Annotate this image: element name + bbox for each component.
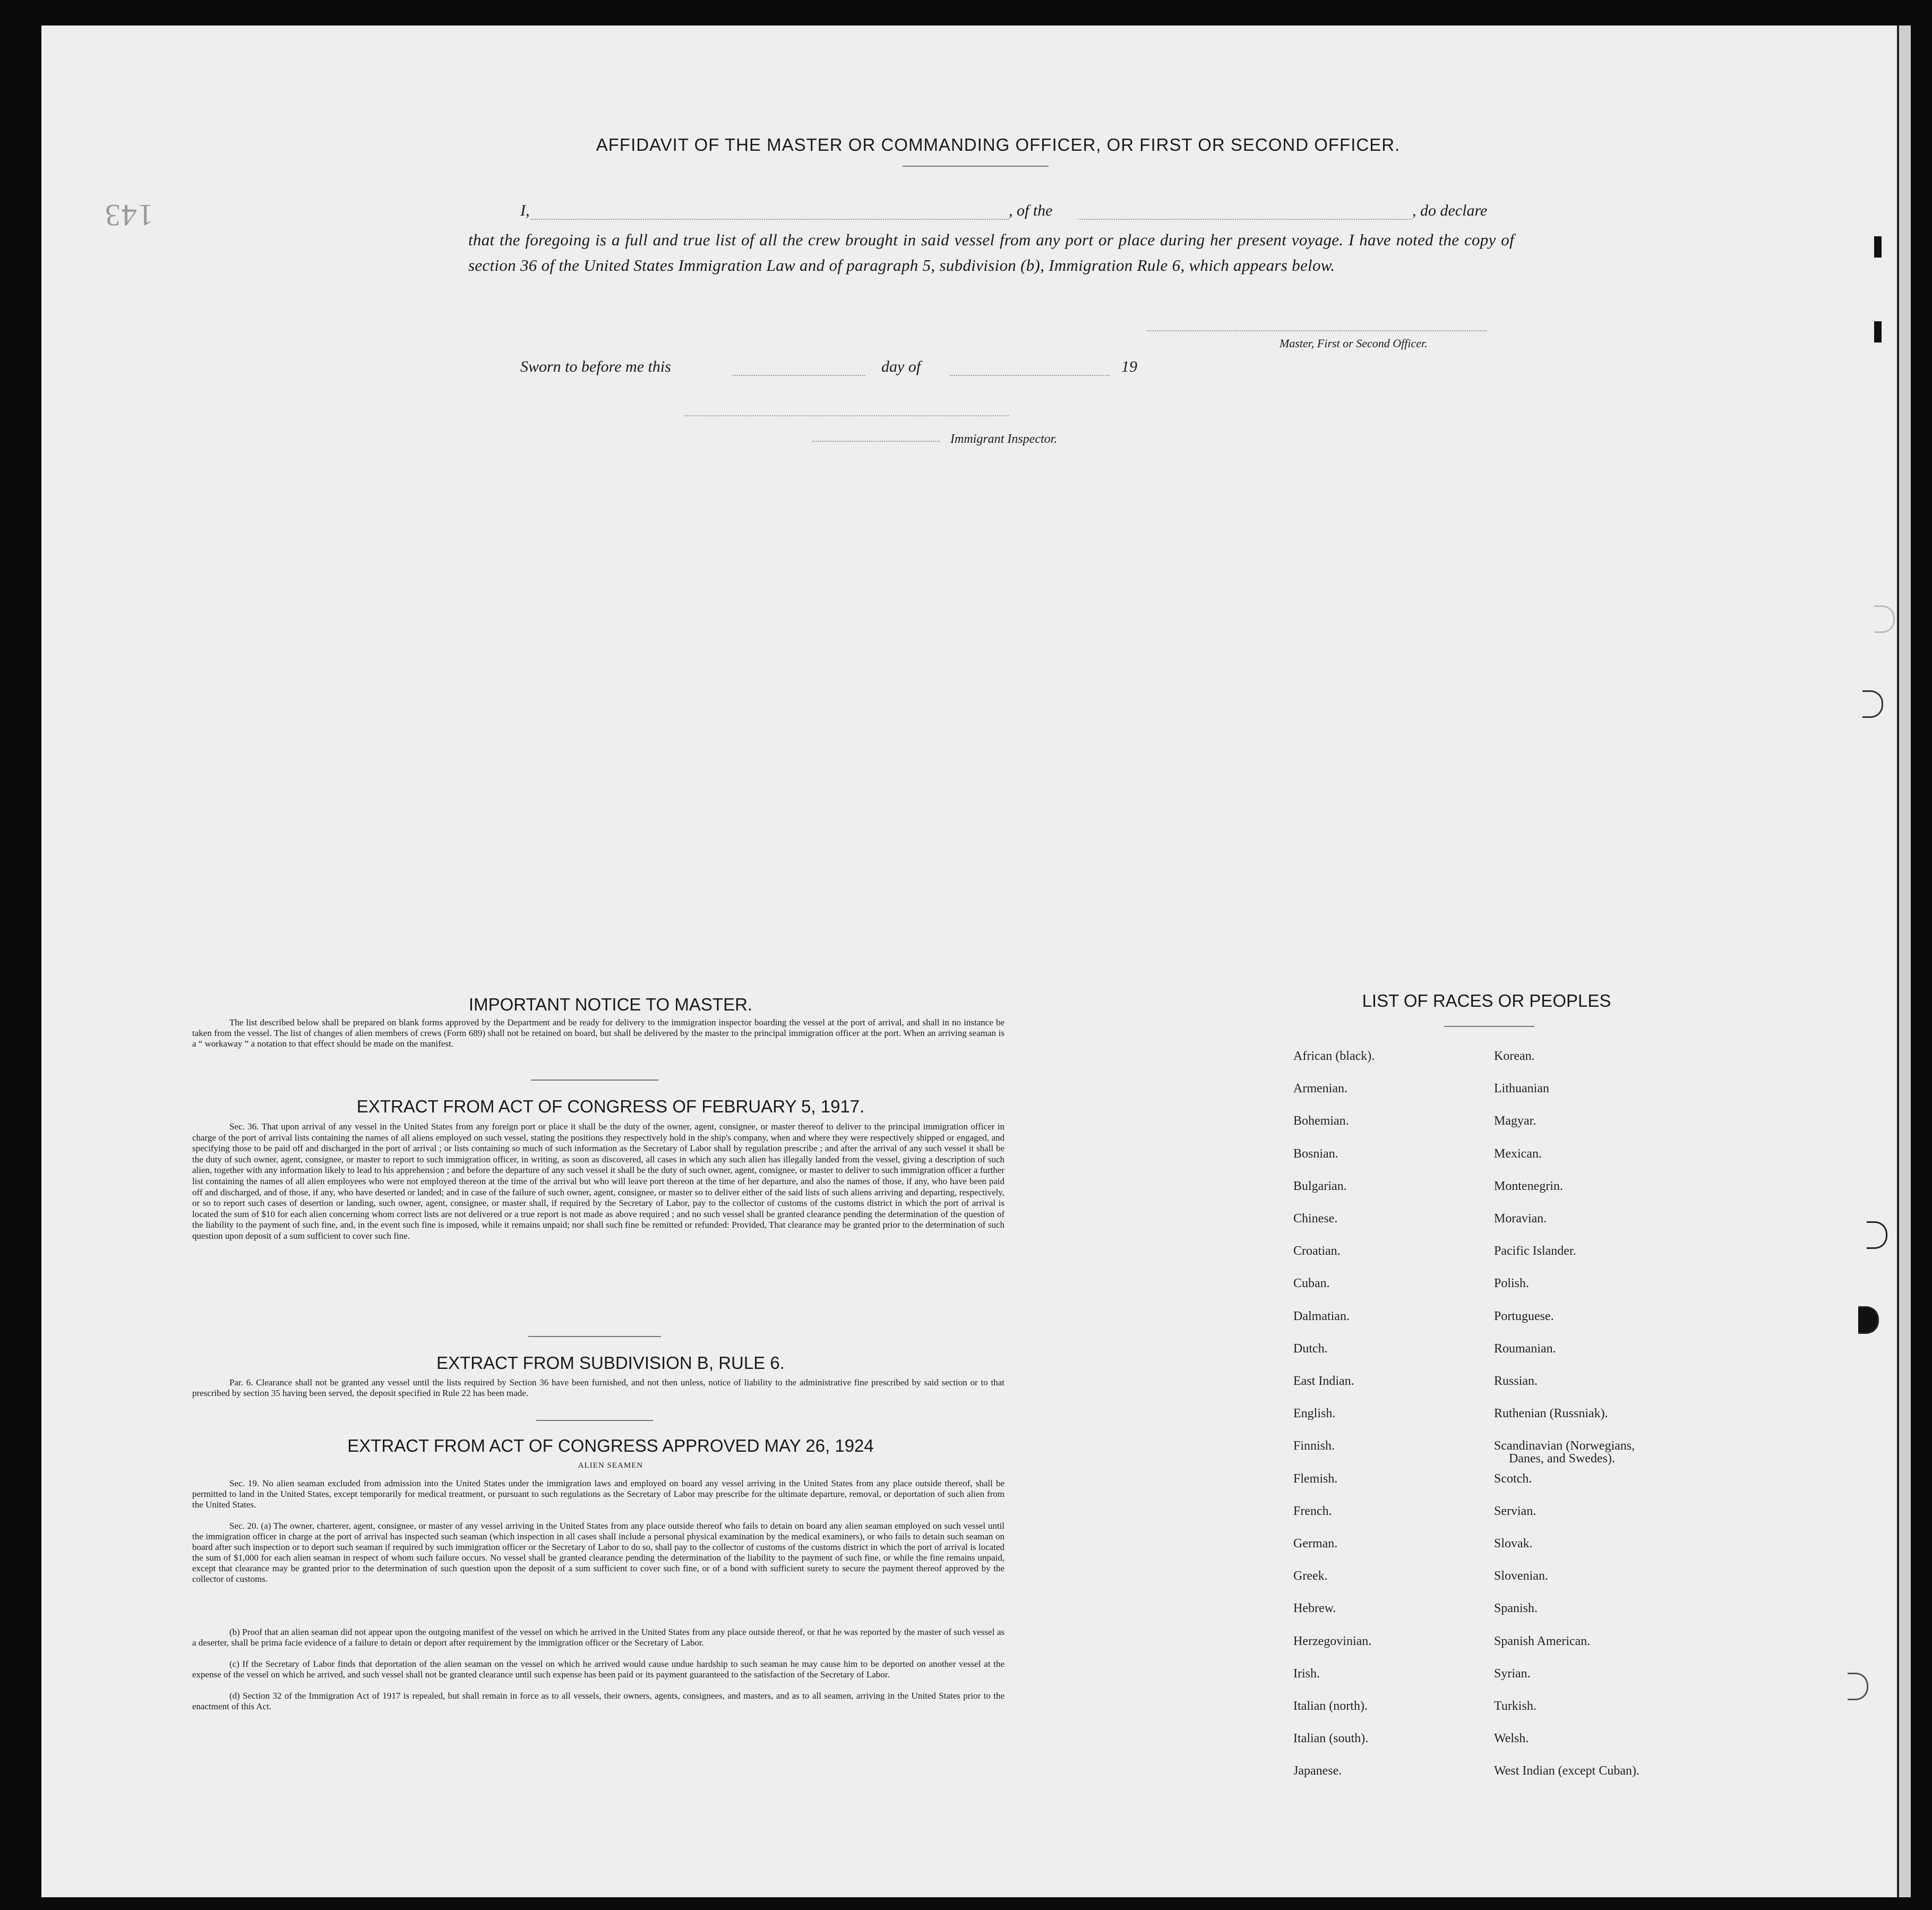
sworn-month-line[interactable] (950, 375, 1110, 376)
affidavit-title: AFFIDAVIT OF THE MASTER OR COMMANDING OFFICER, OR FIRST OR SECOND OFFICER. (596, 135, 1401, 155)
page-edge (1897, 25, 1911, 1897)
master-signature-line[interactable] (1147, 330, 1487, 331)
divider-rule (528, 1336, 661, 1337)
inspector-signature-line[interactable] (812, 441, 940, 442)
master-signature-label: Master, First or Second Officer. (1280, 337, 1428, 350)
race-left-item: Finnish. (1293, 1439, 1335, 1453)
margin-note: 143 (104, 198, 153, 233)
do-declare-label: , do declare (1412, 202, 1488, 219)
inspector-label: Immigrant Inspector. (950, 432, 1058, 446)
declaration-text: that the foregoing is a full and true list of all the crew brought in said vessel from any port or place during her present voyage. I have noted the copy of section 36 of the United States Immigration Law and of paragraph 5, subdivision (b), Immigration Rule 6, which appears below. (468, 230, 1514, 275)
race-right-item: Lithuanian (1494, 1082, 1549, 1095)
race-right-item: Slovenian. (1494, 1569, 1548, 1583)
race-left-item: Hebrew. (1293, 1601, 1336, 1615)
race-left-item: Croatian. (1293, 1244, 1341, 1258)
extract-rule6-title: EXTRACT FROM SUBDIVISION B, RULE 6. (436, 1353, 785, 1373)
race-right-item: Magyar. (1494, 1114, 1536, 1128)
race-right-item: Polish. (1494, 1277, 1530, 1290)
race-left-item: Bosnian. (1293, 1147, 1338, 1161)
extract-1924-sec20d: (d) Section 32 of the Immigration Act of 1917 is repealed, but shall remain in force as to all vessels, their owners, agents, consignees, and masters, and as to all seamen, arriving in the United States prior to the enactment of this Act. (192, 1691, 1004, 1711)
race-left-item: East Indian. (1293, 1374, 1354, 1388)
race-left-item: Chinese. (1293, 1212, 1338, 1226)
extract-1924-sec20b: (b) Proof that an alien seaman did not appear upon the outgoing manifest of the vessel on which he arrived in the United States from any place outside thereof, or that he was reported by the master of such vessel as a deserter, shall be prima facie evidence of a failure to detain or deport after requirement by the immigration officer or the Secretary of Labor. (192, 1627, 1004, 1648)
binder-mark (1874, 321, 1882, 342)
race-right-continuation: Danes, and Swedes). (1509, 1452, 1615, 1466)
vessel-line[interactable] (1078, 219, 1412, 220)
race-right-item: Moravian. (1494, 1212, 1547, 1226)
race-right-item: Welsh. (1494, 1732, 1529, 1745)
races-title-rule (1444, 1026, 1534, 1027)
extract-1924-sec20c: (c) If the Secretary of Labor finds that deportation of the alien seaman on the vessel on which he arrived would cause undue hardship to such seaman he may cause him to be deported on another vessel at the expense of the vessel on which he arrived, and such vessel shall not be granted clearance until such expense has been paid or its payment guaranteed to the satisfaction of the Secretary of Labor. (192, 1659, 1004, 1680)
race-left-item: Irish. (1293, 1667, 1320, 1681)
document-page (41, 25, 1897, 1897)
race-left-item: African (black). (1293, 1049, 1375, 1063)
race-left-item: Cuban. (1293, 1277, 1330, 1290)
year-prefix: 19 (1121, 358, 1137, 375)
race-left-item: Japanese. (1293, 1764, 1342, 1778)
race-right-item: West Indian (except Cuban). (1494, 1764, 1639, 1778)
notice-text: The list described below shall be prepared on blank forms approved by the Department and be ready for delivery to the immigration inspector boarding the vessel at the port of arrival, and shall in no instance be taken from the vessel. The list of changes of alien members of crews (Form 689) shall not be retained on board, but shall be delivered by the master to the principal immigration officer at the port. When an arriving seaman is a “ workaway ” a notation to that effect should be made on the manifest. (192, 1017, 1004, 1049)
race-right-item: Spanish American. (1494, 1634, 1591, 1648)
race-left-item: Herzegovinian. (1293, 1634, 1372, 1648)
race-left-item: English. (1293, 1407, 1336, 1420)
extract-1924-sec19: Sec. 19. No alien seaman excluded from admission into the United States under the immigration laws and employed on board any vessel arriving in the United States from any place outside thereof, shall be permitted to land in the United States, except temporarily for medical treatment, or pursuant to such regulations as the Secretary of Labor may prescribe for the ultimate departure, removal, or deportation of such alien from the United States. (192, 1478, 1004, 1510)
race-left-item: Dutch. (1293, 1342, 1328, 1356)
race-right-item: Slovak. (1494, 1537, 1533, 1551)
race-right-item: Turkish. (1494, 1699, 1536, 1713)
inspector-line[interactable] (685, 415, 1009, 416)
races-title: LIST OF RACES OR PEOPLES (1362, 991, 1611, 1010)
notice-title: IMPORTANT NOTICE TO MASTER. (468, 995, 753, 1014)
race-left-item: Italian (north). (1293, 1699, 1368, 1713)
divider-rule (536, 1420, 653, 1421)
of-the-label: , of the (1009, 202, 1053, 219)
extract-1924-title: EXTRACT FROM ACT OF CONGRESS APPROVED MAY 26, 1924 (347, 1436, 874, 1455)
name-line[interactable] (531, 219, 1009, 220)
i-label: I, (520, 202, 530, 219)
race-left-item: Armenian. (1293, 1082, 1347, 1095)
title-rule (903, 166, 1049, 167)
sworn-day-line[interactable] (733, 375, 865, 376)
extract-1917-text: Sec. 36. That upon arrival of any vessel in the United States from any foreign port or place it shall be the duty of the owner, agent, consignee, or master thereof to deliver to the principal immigration officer in charge of the port of arrival lists containing the names of all aliens employed on such vessel, stating the positions they respectively hold in the ship's company, when and where they were respectively shipped or engaged, and specifying those to be paid off and discharged in the port of arrival ; or lists containing so much of such information as the Secretary of Labor shall by regulation prescribe ; and after the arrival of any such vessel it shall be the duty of such owner, agent, consignee, or master to report to such immigration officer, in writing, as soon as discovered, all cases in which any such alien has illegally landed from the vessel, giving a description of such alien, together with any information likely to lead to his apprehension ; and before the departure of any such vessel it shall be the duty of such owner, agent, consignee, or master to deliver to such immigration officer a further list containing the names of all alien employees who were not employed thereon at the time of the arrival but who will leave port thereon at the time of her departure, and also the names of those, if any, who have been paid off and discharged, and of those, if any, who have deserted or landed; and in case of the failure of such owner, agent, consignee, or master so to deliver either of the said lists of such aliens arriving and departing, respectively, or so to report such cases of desertion or landing, such owner, agent, consignee, or master shall, if required by the Secretary of Labor, pay to the collector of customs of the customs district in which the port of arrival is located the sum of $10 for each alien concerning whom correct lists are not delivered or a true report is not made as above required ; and no such vessel shall be granted clearance pending the determination of the question of the liability to the payment of such fine, and, in the event such fine is imposed, while it remains unpaid; nor shall such fine be remitted or refunded: Provided, That clearance may be granted prior to the determination of such question upon deposit of a sum sufficient to cover such fine. (192, 1121, 1004, 1241)
race-right-item: Mexican. (1494, 1147, 1542, 1161)
day-of-label: day of (881, 358, 921, 375)
sworn-label: Sworn to before me this (520, 358, 671, 375)
race-right-item: Portuguese. (1494, 1309, 1554, 1323)
race-right-item: Spanish. (1494, 1601, 1538, 1615)
race-right-item: Scandinavian (Norwegians, (1494, 1439, 1635, 1453)
race-left-item: Greek. (1293, 1569, 1328, 1583)
race-left-item: French. (1293, 1504, 1332, 1518)
extract-1924-sec20a: Sec. 20. (a) The owner, charterer, agent, consignee, or master of any vessel arriving in the United States from any place outside thereof who fails to detain on board any alien seaman employed on such vessel until the immigration officer in charge at the port of arrival has inspected such seaman (which inspection in all cases shall include a personal physical examination by the medical examiners), or who fails to detain such seaman on board after such inspection or to deport such seaman if required by such immigration officer or the Secretary of Labor to do so, shall pay to the collector of customs of the customs district in which the port of arrival is located the sum of $1,000 for each alien seaman in respect of whom such failure occurs. No vessel shall be granted clearance pending the determination of the liability to the payment of such fine, or while the fine remains unpaid, except that clearance may be granted prior to the determination of such question upon the deposit of a sum sufficient to cover such fine, or of a bond with sufficient surety to secure the payment thereof approved by the collector of customs. (192, 1521, 1004, 1584)
extract-1917-title: EXTRACT FROM ACT OF CONGRESS OF FEBRUARY 5, 1917. (356, 1097, 865, 1116)
race-right-item: Servian. (1494, 1504, 1536, 1518)
race-right-item: Montenegrin. (1494, 1179, 1563, 1193)
race-left-item: German. (1293, 1537, 1338, 1551)
race-left-item: Dalmatian. (1293, 1309, 1350, 1323)
race-right-item: Korean. (1494, 1049, 1535, 1063)
extract-1924-subtitle: ALIEN SEAMEN (578, 1461, 643, 1470)
race-right-item: Roumanian. (1494, 1342, 1556, 1356)
race-right-item: Pacific Islander. (1494, 1244, 1576, 1258)
race-left-item: Bulgarian. (1293, 1179, 1347, 1193)
race-left-item: Flemish. (1293, 1472, 1338, 1486)
race-right-item: Scotch. (1494, 1472, 1532, 1486)
race-right-item: Russian. (1494, 1374, 1538, 1388)
race-left-item: Bohemian. (1293, 1114, 1349, 1128)
extract-rule6-text: Par. 6. Clearance shall not be granted any vessel until the lists required by Section 36 have been furnished, and not then unless, notice of liability to the administrative fine prescribed by said section or to that prescribed by section 35 having been served, the deposit specified in Rule 22 has been made. (192, 1377, 1004, 1398)
race-right-item: Ruthenian (Russniak). (1494, 1407, 1608, 1420)
race-left-item: Italian (south). (1293, 1732, 1369, 1745)
race-right-item: Syrian. (1494, 1667, 1531, 1681)
divider-rule (531, 1080, 658, 1081)
binder-mark (1874, 236, 1882, 258)
